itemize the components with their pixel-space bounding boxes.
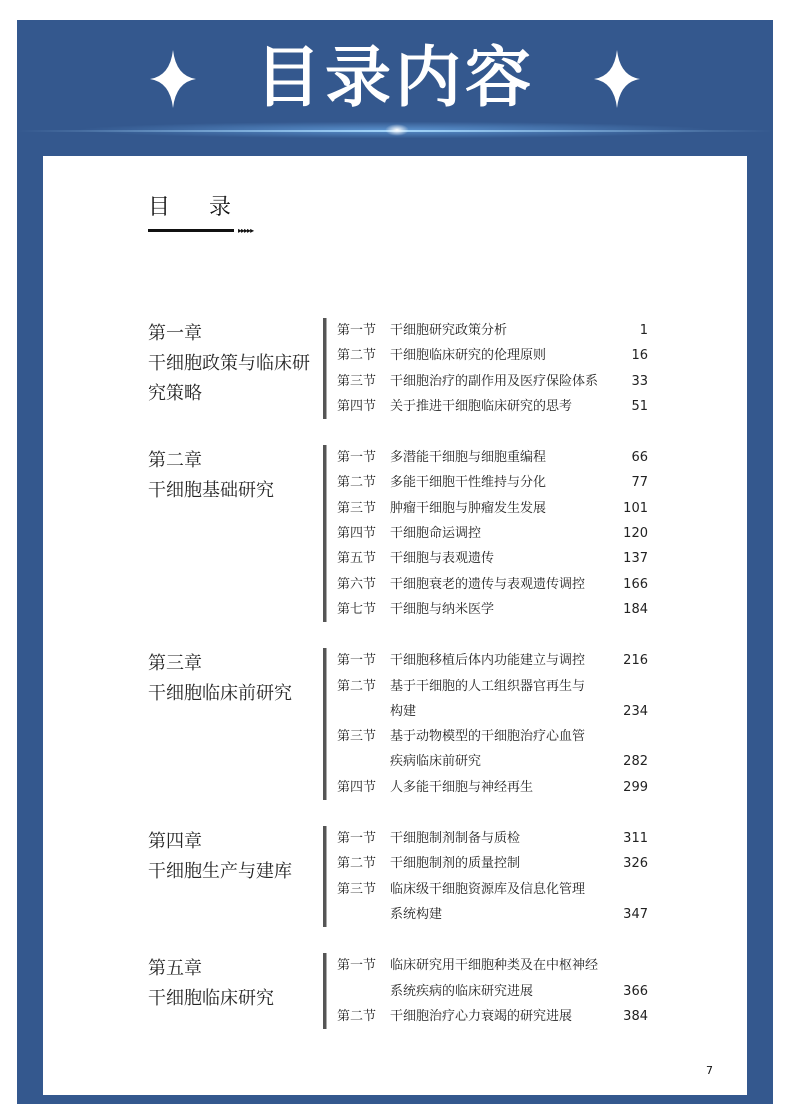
chapter-block bbox=[148, 826, 648, 927]
section-title: 干细胞制剂制备与质检 bbox=[390, 831, 521, 847]
section-title: 干细胞治疗心力衰竭的研究进展 bbox=[390, 1008, 573, 1024]
section-label: 第二节 bbox=[337, 856, 377, 872]
section-title: 临床研究用干细胞种类及在中枢神经 bbox=[390, 958, 599, 974]
chapter-title: 干细胞临床研究 bbox=[148, 988, 274, 1010]
section-page: 137 bbox=[623, 551, 648, 567]
section-list bbox=[323, 445, 648, 622]
section-label: 第二节 bbox=[337, 475, 377, 491]
section-title: 多能干细胞干性维持与分化 bbox=[390, 475, 547, 491]
section-title: 干细胞与表观遗传 bbox=[390, 551, 495, 567]
section-title: 临床级干细胞资源库及信息化管理 bbox=[390, 881, 586, 897]
toc-entry[interactable] bbox=[337, 318, 648, 343]
section-label: 第四节 bbox=[337, 779, 377, 795]
section-list bbox=[323, 318, 648, 419]
section-list bbox=[323, 953, 648, 1029]
section-title: 人多能干细胞与神经再生 bbox=[390, 779, 534, 795]
section-bar bbox=[323, 826, 327, 927]
section-page: 384 bbox=[623, 1008, 648, 1024]
section-title: 关于推进干细胞临床研究的思考 bbox=[390, 398, 573, 414]
chapter-title: 干细胞生产与建库 bbox=[148, 861, 292, 883]
toc-entry[interactable] bbox=[337, 546, 648, 571]
toc-entry[interactable] bbox=[337, 496, 648, 521]
toc-entry[interactable] bbox=[337, 674, 648, 699]
section-label: 第五节 bbox=[337, 551, 377, 567]
section-page: 347 bbox=[623, 906, 648, 922]
section-page: 120 bbox=[623, 526, 648, 542]
chapter-block bbox=[148, 648, 648, 800]
sparkle-star-icon bbox=[150, 50, 196, 108]
toc-entry[interactable] bbox=[337, 521, 648, 546]
section-title: 基于干细胞的人工组织器官再生与 bbox=[390, 678, 586, 694]
section-title: 干细胞衰老的遗传与表观遗传调控 bbox=[390, 576, 586, 592]
toc-entry[interactable] bbox=[337, 445, 648, 470]
chapter-heading bbox=[148, 953, 323, 1014]
section-label: 第三节 bbox=[337, 881, 377, 897]
chapter-number: 第一章 bbox=[148, 323, 202, 344]
toc-chapters bbox=[148, 318, 648, 1055]
toc-entry[interactable] bbox=[337, 470, 648, 495]
chapter-title: 干细胞政策与临床研究策略 bbox=[148, 353, 310, 404]
toc-entry[interactable] bbox=[337, 826, 648, 851]
chapter-heading bbox=[148, 826, 323, 887]
section-page: 166 bbox=[623, 576, 648, 592]
toc-entry[interactable] bbox=[337, 572, 648, 597]
toc-entry[interactable] bbox=[337, 597, 648, 622]
toc-entry[interactable] bbox=[337, 877, 648, 902]
toc-entry-continuation[interactable] bbox=[337, 699, 648, 724]
section-page: 16 bbox=[631, 348, 648, 364]
section-page: 299 bbox=[623, 779, 648, 795]
section-label: 第一节 bbox=[337, 450, 377, 466]
section-list bbox=[323, 648, 648, 800]
section-page: 77 bbox=[631, 475, 648, 491]
toc-entry-continuation[interactable] bbox=[337, 749, 648, 774]
section-bar bbox=[323, 648, 327, 800]
section-page: 101 bbox=[623, 500, 648, 516]
section-title-continued: 系统疾病的临床研究进展 bbox=[390, 983, 534, 999]
section-title-continued: 系统构建 bbox=[390, 906, 443, 922]
section-page: 282 bbox=[623, 754, 648, 770]
section-title: 干细胞临床研究的伦理原则 bbox=[390, 348, 547, 364]
toc-entry[interactable] bbox=[337, 343, 648, 368]
chapter-heading bbox=[148, 318, 323, 409]
section-label: 第一节 bbox=[337, 958, 377, 974]
toc-arrows: ▸▸▸▸▸ bbox=[238, 226, 254, 235]
toc-entry[interactable] bbox=[337, 775, 648, 800]
section-page: 184 bbox=[623, 601, 648, 617]
chapter-block bbox=[148, 318, 648, 419]
section-list bbox=[323, 826, 648, 927]
section-label: 第二节 bbox=[337, 1008, 377, 1024]
section-label: 第一节 bbox=[337, 831, 377, 847]
section-label: 第一节 bbox=[337, 323, 377, 338]
section-page: 311 bbox=[623, 831, 648, 847]
section-page: 326 bbox=[623, 856, 648, 872]
chapter-heading bbox=[148, 445, 323, 506]
section-page: 234 bbox=[623, 703, 648, 719]
chapter-number: 第二章 bbox=[148, 450, 202, 472]
section-bar bbox=[323, 318, 327, 419]
toc-entry[interactable] bbox=[337, 724, 648, 749]
section-label: 第六节 bbox=[337, 576, 377, 592]
section-title-continued: 疾病临床前研究 bbox=[390, 754, 482, 770]
chapter-number: 第三章 bbox=[148, 653, 202, 675]
banner-glow-dot bbox=[385, 124, 409, 136]
section-title: 干细胞与纳米医学 bbox=[390, 601, 495, 617]
page-number: 7 bbox=[706, 1064, 713, 1077]
section-page: 216 bbox=[623, 653, 648, 669]
toc-entry[interactable] bbox=[337, 1004, 648, 1029]
toc-entry-continuation[interactable] bbox=[337, 979, 648, 1004]
section-label: 第二节 bbox=[337, 348, 377, 364]
section-title: 多潜能干细胞与细胞重编程 bbox=[390, 450, 547, 466]
section-page: 366 bbox=[623, 983, 648, 999]
section-title: 肿瘤干细胞与肿瘤发生发展 bbox=[390, 500, 547, 516]
toc-entry[interactable] bbox=[337, 394, 648, 419]
toc-entry[interactable] bbox=[337, 369, 648, 394]
section-label: 第二节 bbox=[337, 678, 377, 694]
banner-title: 目录内容 bbox=[255, 39, 535, 116]
section-page: 51 bbox=[631, 398, 648, 414]
chapter-title: 干细胞临床前研究 bbox=[148, 683, 292, 705]
chapter-number: 第四章 bbox=[148, 831, 202, 853]
section-title: 干细胞研究政策分析 bbox=[390, 323, 508, 338]
chapter-block bbox=[148, 953, 648, 1029]
section-label: 第三节 bbox=[337, 500, 377, 516]
section-label: 第三节 bbox=[337, 729, 377, 745]
chapter-title: 干细胞基础研究 bbox=[148, 480, 274, 502]
section-label: 第三节 bbox=[337, 373, 377, 389]
section-title: 干细胞治疗的副作用及医疗保险体系 bbox=[390, 373, 599, 389]
section-label: 第一节 bbox=[337, 653, 377, 669]
section-label: 第四节 bbox=[337, 398, 377, 414]
section-title: 干细胞移植后体内功能建立与调控 bbox=[390, 653, 586, 669]
section-title: 基于动物模型的干细胞治疗心血管 bbox=[390, 729, 586, 745]
toc-heading-rule bbox=[148, 229, 234, 232]
section-bar bbox=[323, 445, 327, 622]
section-title: 干细胞制剂的质量控制 bbox=[390, 856, 521, 872]
section-bar bbox=[323, 953, 327, 1029]
sparkle-star-icon bbox=[594, 50, 640, 108]
section-page: 66 bbox=[631, 450, 648, 466]
section-page: 33 bbox=[631, 373, 648, 389]
section-page: 1 bbox=[639, 323, 648, 338]
toc-entry[interactable] bbox=[337, 953, 648, 978]
chapter-number: 第五章 bbox=[148, 958, 202, 980]
chapter-heading bbox=[148, 648, 323, 709]
section-label: 第四节 bbox=[337, 526, 377, 542]
toc-entry-continuation[interactable] bbox=[337, 902, 648, 927]
section-label: 第七节 bbox=[337, 601, 377, 617]
toc-heading: 目 录 bbox=[148, 195, 247, 220]
toc-entry[interactable] bbox=[337, 851, 648, 876]
toc-entry[interactable] bbox=[337, 648, 648, 673]
section-title-continued: 构建 bbox=[390, 703, 417, 719]
section-title: 干细胞命运调控 bbox=[390, 526, 482, 542]
chapter-block bbox=[148, 445, 648, 622]
